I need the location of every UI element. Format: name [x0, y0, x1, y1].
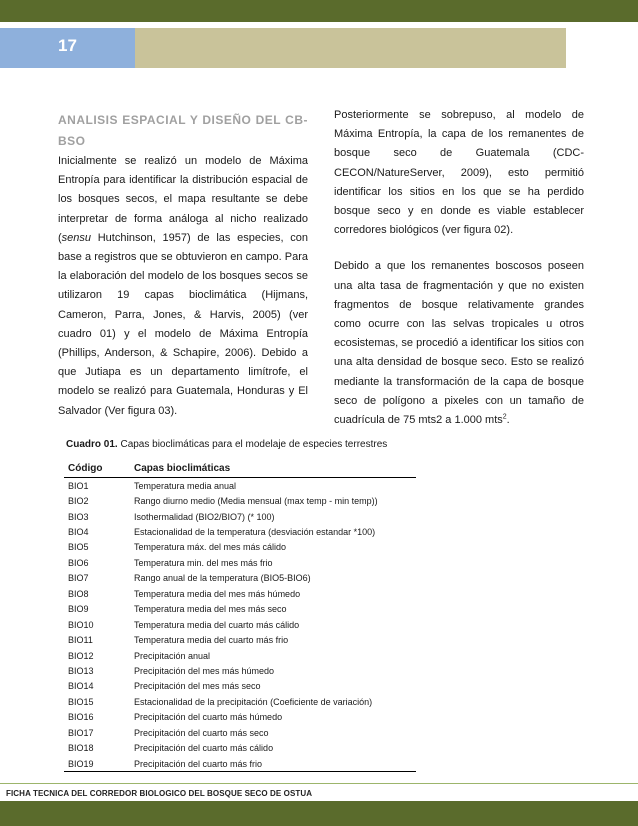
cell-code: BIO13	[68, 665, 94, 676]
cell-layer: Temperatura media anual	[134, 480, 237, 491]
table-row	[64, 648, 416, 663]
right-column	[334, 106, 584, 430]
header-layers: Capas bioclimáticas	[130, 459, 416, 478]
cell-layer: Temperatura media del cuarto más frio	[134, 635, 289, 646]
cell-code: BIO15	[68, 696, 94, 707]
cell-layer: Estacionalidad de la temperatura (desviación estandar *100)	[134, 527, 376, 538]
cell-code: BIO3	[68, 511, 89, 522]
cell-layer: Temperatura media del mes más húmedo	[134, 588, 301, 599]
cell-layer: Precipitación del mes más húmedo	[134, 665, 275, 676]
top-bar	[0, 0, 638, 22]
section-heading: ANALISIS ESPACIAL Y DISEÑO DEL CB-BSO	[58, 113, 308, 148]
header-code: Código	[64, 459, 130, 478]
right-paragraph-2: Debido a que los remanentes boscosos poseen una alta tasa de fragmentación y que no existen fragmentos de bosque relativamente grandes como ocurre con las selvas tropicales u otros ecosistemas, se procedió a identificar los sitios con una alta densidad de bosque seco. Esto se realizó mediante la transformación de la capa de bosque seco de polígono a pixeles con un tamaño de cuadrícula de 75 mts2 a 1.000 mts$^2$.	[334, 260, 584, 427]
cell-code: BIO8	[68, 588, 89, 599]
table-row	[64, 710, 416, 725]
cell-code: BIO9	[68, 604, 89, 615]
cell-layer: Temperatura media del mes más seco	[134, 604, 287, 615]
table-row	[64, 617, 416, 632]
table-row	[64, 571, 416, 586]
cell-code: BIO7	[68, 573, 89, 584]
cell-layer: Precipitación del mes más seco	[134, 681, 261, 692]
cell-layer: Temperatura máx. del mes más cálido	[134, 542, 287, 553]
cell-layer: Precipitación del cuarto más cálido	[134, 743, 274, 754]
table-row	[64, 740, 416, 755]
cell-code: BIO2	[68, 496, 89, 507]
cell-layer: Rango diurno medio (Media mensual (max temp - min temp))	[134, 496, 378, 507]
table-header-row	[64, 459, 416, 478]
cell-layer: Precipitación del cuarto más seco	[134, 727, 269, 738]
bioclimatic-table	[64, 459, 416, 772]
cell-code: BIO19	[64, 756, 130, 772]
cell-code: BIO14	[68, 681, 94, 692]
cell-layer: Temperatura min. del mes más frio	[134, 557, 273, 568]
cell-code: BIO16	[68, 712, 94, 723]
cell-code: BIO11	[68, 635, 93, 646]
left-column	[58, 110, 308, 421]
table-row	[64, 756, 416, 772]
cell-code: BIO6	[68, 557, 89, 568]
footer-rule	[0, 783, 638, 784]
cell-layer: Temperatura media del cuarto más cálido	[134, 619, 300, 630]
table-row	[64, 478, 416, 494]
cell-code: BIO12	[68, 650, 94, 661]
left-paragraph: Inicialmente se realizó un modelo de Máxima Entropía para identificar la distribución espacial de los bosques secos, el mapa resultante se debe interpretar de forma análoga al nicho realizado (sensu Hutchinson, 1957) de las especies, con base a registros que se obtuvieron en campo. Para la elaboración del modelo de los bosques secos se utilizaron 19 capas bioclimática (Hijmans, Cameron, Parra, Jones, & Harvis, 2005) (ver cuadro 01) y el modelo de Máxima Entropía (Phillips, Anderson, & Schapire, 2006). Debido a que Jutiapa es un departamento limítrofe, el modelo se realizó para Guatemala, Honduras y El Salvador (Ver figura 03).	[58, 155, 308, 417]
cell-layer: Rango anual de la temperatura (BIO5-BIO6)	[134, 573, 311, 584]
table-row	[64, 663, 416, 678]
table-row	[64, 694, 416, 709]
cell-code: BIO4	[68, 527, 89, 538]
table-row	[64, 679, 416, 694]
cell-layer: Precipitación del cuarto más frio	[130, 756, 416, 772]
table-row	[64, 602, 416, 617]
table-row	[64, 586, 416, 601]
table-row	[64, 555, 416, 570]
cell-layer: Estacionalidad de la precipitación (Coeficiente de variación)	[134, 696, 373, 707]
cell-layer: Isothermalidad (BIO2/BIO7) (* 100)	[134, 511, 275, 522]
table-row	[64, 509, 416, 524]
right-paragraph-1: Posteriormente se sobrepuso, al modelo de Máxima Entropía, la capa de los remanentes de bosque seco de Guatemala (CDC-CECON/NatureServer, 2009), esto permitió identificar los sitios en los que se ha perdido bosque seco y en donde es viable establecer corredores biológicos (ver figura 02).	[334, 109, 584, 237]
footer-text: FICHA TECNICA DEL CORREDOR BIOLOGICO DEL BOSQUE SECO DE OSTUA	[6, 789, 313, 798]
table-row	[64, 524, 416, 539]
table-row	[64, 725, 416, 740]
table-caption: Cuadro 01. Capas bioclimáticas para el modelaje de especies terrestres	[66, 439, 388, 450]
cell-code: BIO17	[68, 727, 94, 738]
cell-code: BIO5	[68, 542, 89, 553]
cell-code: BIO18	[68, 743, 94, 754]
table-row	[64, 632, 416, 647]
cell-code: BIO10	[68, 619, 94, 630]
table-row	[64, 493, 416, 508]
cell-layer: Precipitación anual	[134, 650, 211, 661]
cell-layer: Precipitación del cuarto más húmedo	[134, 712, 283, 723]
cell-code: BIO1	[68, 480, 89, 491]
bottom-bar	[0, 801, 638, 826]
header-band	[135, 28, 566, 68]
table-row	[64, 540, 416, 555]
page-number: 17	[0, 28, 135, 68]
